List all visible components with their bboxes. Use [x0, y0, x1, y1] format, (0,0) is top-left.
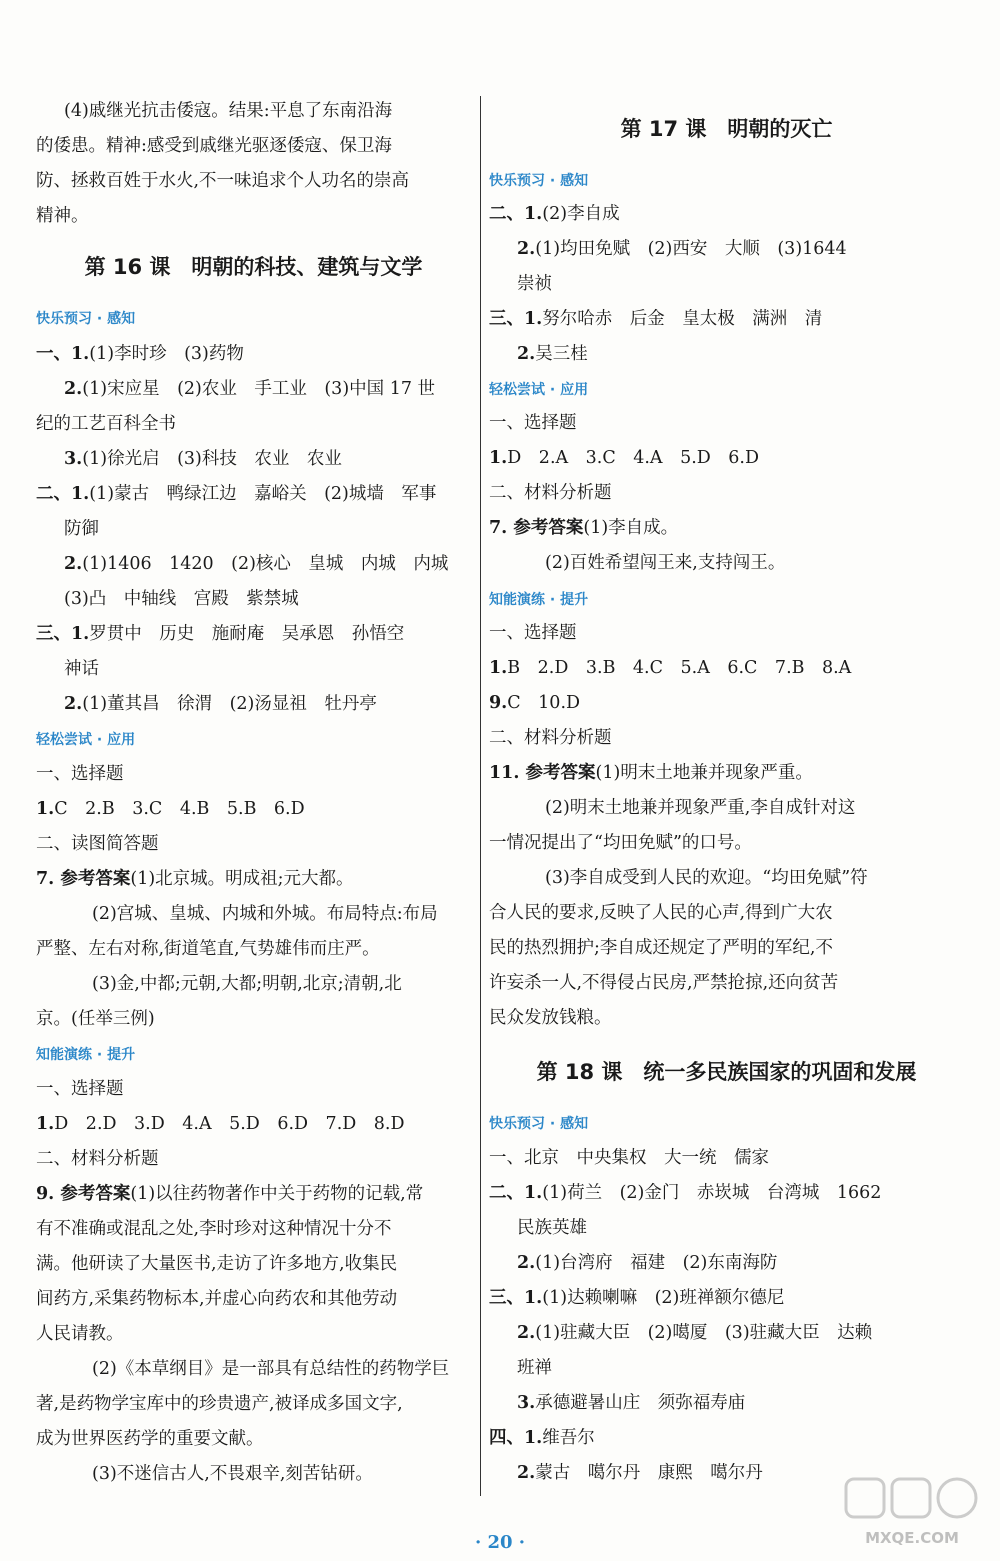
answer-line: [36, 205, 89, 227]
question-number: 3.: [64, 449, 83, 469]
question-number: 7. 参考答案: [36, 869, 131, 889]
question-number: 三、1.: [489, 1288, 543, 1308]
answer-line: [36, 868, 354, 890]
answer-line: [489, 412, 577, 434]
answer-line: [517, 1462, 763, 1484]
answer-text: 二、材料分析题: [36, 1149, 159, 1169]
section-heading: 快乐预习 · 感知: [36, 311, 136, 327]
answer-text: (4)戚继光抗击倭寇。结果:平息了东南沿海: [64, 101, 393, 121]
answer-line: [517, 1252, 777, 1274]
question-number: 11. 参考答案: [489, 763, 596, 783]
answer-text: (2)明末土地兼并现象严重,李自成针对这: [545, 798, 856, 818]
answer-line: [36, 1008, 155, 1030]
answer-line: [517, 273, 552, 295]
answer-text: (1)蒙古 鸭绿江边 嘉峪关 (2)城墙 军事: [89, 484, 437, 504]
answer-text: 纪的工艺百科全书: [36, 414, 176, 434]
answer-line: [489, 657, 851, 679]
answer-text: 合人民的要求,反映了人民的心声,得到广大农: [489, 903, 833, 923]
question-number: 二、1.: [489, 204, 543, 224]
answer-text: 防御: [64, 519, 99, 539]
answer-text: 班禅: [517, 1358, 552, 1378]
answer-line: [517, 343, 588, 365]
watermark-logo: [842, 1473, 982, 1551]
answer-text: (1)达赖喇嘛 (2)班禅额尔德尼: [542, 1288, 785, 1308]
answer-line: [64, 448, 342, 470]
answer-text: 一、选择题: [36, 1079, 124, 1099]
question-number: 7. 参考答案: [489, 518, 584, 538]
answer-line: [545, 867, 868, 889]
answer-text: B 2.D 3.B 4.C 5.A 6.C 7.B 8.A: [507, 658, 852, 678]
answer-line: [545, 552, 785, 574]
answer-line: [36, 1078, 124, 1100]
answer-text: 吴三桂: [535, 344, 588, 364]
answer-line: [489, 622, 577, 644]
answer-line: [36, 1183, 423, 1205]
answer-line: [489, 203, 620, 225]
answer-line: [489, 902, 833, 924]
answer-line: [489, 1287, 784, 1309]
answer-text: 民族英雄: [517, 1218, 587, 1238]
question-number: 2.: [517, 1463, 536, 1483]
answer-text: 一、选择题: [489, 413, 577, 433]
answer-text: (1)荷兰 (2)金门 赤崁城 台湾城 1662: [542, 1183, 882, 1203]
answer-line: [517, 238, 847, 260]
section-heading: 快乐预习 · 感知: [489, 1116, 589, 1132]
answer-line: [36, 483, 436, 505]
section-heading: 快乐预习 · 感知: [489, 173, 589, 189]
answer-line: [64, 588, 299, 610]
answer-line: [92, 903, 438, 925]
answer-text: 蒙古 噶尔丹 康熙 噶尔丹: [535, 1463, 763, 1483]
question-number: 9. 参考答案: [36, 1184, 131, 1204]
answer-line: [36, 798, 305, 820]
lesson-title: 第 18 课 统一多民族国家的巩固和发展: [536, 1060, 917, 1084]
answer-line: [36, 1113, 405, 1135]
answer-text: 满。他研读了大量医书,走访了许多地方,收集民: [36, 1254, 398, 1274]
answer-text: 的倭患。精神:感受到戚继光驱逐倭寇、保卫海: [36, 136, 392, 156]
answer-text: 成为世界医药学的重要文献。: [36, 1429, 264, 1449]
answer-text: (3)凸 中轴线 宫殿 紫禁城: [64, 589, 299, 609]
answer-line: [64, 693, 377, 715]
answer-text: (1)李自成。: [583, 518, 679, 538]
question-number: 三、1.: [489, 309, 543, 329]
answer-line: [489, 972, 838, 994]
answer-line: [64, 378, 435, 400]
answer-text: 二、读图简答题: [36, 834, 159, 854]
answer-line: [36, 1428, 264, 1450]
question-number: 二、1.: [36, 484, 90, 504]
question-number: 2.: [517, 1253, 536, 1273]
section-heading: 知能演练 · 提升: [489, 592, 589, 608]
answer-text: 一、选择题: [36, 764, 124, 784]
answer-text: (1)明末土地兼并现象严重。: [595, 763, 813, 783]
answer-text: (1)宋应星 (2)农业 手工业 (3)中国 17 世: [82, 379, 436, 399]
answer-text: (1)台湾府 福建 (2)东南海防: [535, 1253, 778, 1273]
answer-line: [517, 1357, 552, 1379]
answer-text: 承德避暑山庄 须弥福寿庙: [535, 1393, 746, 1413]
answer-text: (2)《本草纲目》是一部具有总结性的药物学巨: [92, 1359, 450, 1379]
question-number: 1.: [489, 658, 508, 678]
question-number: 2.: [64, 554, 83, 574]
answer-line: [36, 763, 124, 785]
answer-line: [489, 692, 580, 714]
answer-line: [36, 170, 409, 192]
answer-text: (1)李时珍 (3)药物: [89, 344, 244, 364]
answer-text: (1)均田免赋 (2)西安 大顺 (3)1644: [535, 239, 847, 259]
answer-text: 二、材料分析题: [489, 483, 612, 503]
answer-line: [489, 1182, 881, 1204]
answer-text: (2)李自成: [542, 204, 620, 224]
question-number: 四、1.: [489, 1428, 543, 1448]
section-heading: 知能演练 · 提升: [36, 1047, 136, 1063]
answer-line: [36, 343, 244, 365]
answer-line: [36, 1288, 397, 1310]
question-number: 二、1.: [489, 1183, 543, 1203]
answer-line: [489, 517, 678, 539]
answer-text: 二、材料分析题: [489, 728, 612, 748]
answer-line: [92, 1463, 373, 1485]
answer-text: 精神。: [36, 206, 89, 226]
answer-text: D 2.D 3.D 4.A 5.D 6.D 7.D 8.D: [54, 1114, 405, 1134]
answer-line: [489, 1427, 595, 1449]
question-number: 2.: [517, 239, 536, 259]
answer-text: 一情况提出了“均田免赋”的口号。: [489, 833, 752, 853]
answer-line: [489, 482, 612, 504]
question-number: 一、1.: [36, 344, 90, 364]
answer-line: [64, 658, 99, 680]
answer-line: [489, 762, 813, 784]
answer-text: (3)不迷信古人,不畏艰辛,刻苦钻研。: [92, 1464, 373, 1484]
question-number: 2.: [517, 1323, 536, 1343]
question-number: 三、1.: [36, 624, 90, 644]
answer-line: [64, 518, 99, 540]
answer-text: (1)徐光启 (3)科技 农业 农业: [82, 449, 342, 469]
answer-line: [36, 1253, 397, 1275]
answer-text: 崇祯: [517, 274, 552, 294]
column-divider: [480, 96, 481, 1496]
question-number: 1.: [36, 799, 55, 819]
answer-text: C 10.D: [507, 693, 581, 713]
question-number: 9.: [489, 693, 508, 713]
question-number: 2.: [64, 694, 83, 714]
answer-text: 民的热烈拥护;李自成还规定了严明的军纪,不: [489, 938, 833, 958]
question-number: 2.: [64, 379, 83, 399]
answer-line: [36, 938, 380, 960]
answer-text: D 2.A 3.C 4.A 5.D 6.D: [507, 448, 760, 468]
answer-text: 一、选择题: [489, 623, 577, 643]
answer-line: [92, 1358, 449, 1380]
answer-text: 神话: [64, 659, 99, 679]
answer-text: (3)李自成受到人民的欢迎。“均田免赋”符: [545, 868, 868, 888]
section-heading: 轻松尝试 · 应用: [489, 382, 589, 398]
answer-line: [517, 1392, 745, 1414]
answer-text: 严整、左右对称,街道笔直,气势雄伟而庄严。: [36, 939, 380, 959]
answer-text: 民众发放钱粮。: [489, 1008, 612, 1028]
answer-line: [92, 973, 402, 995]
answer-text: (1)1406 1420 (2)核心 皇城 内城 内城: [82, 554, 449, 574]
answer-line: [489, 308, 822, 330]
answer-text: (2)宫城、皇城、内城和外城。布局特点:布局: [92, 904, 438, 924]
answer-text: (1)北京城。明成祖;元大都。: [130, 869, 354, 889]
answer-line: [545, 797, 855, 819]
answer-line: [489, 937, 833, 959]
answer-line: [36, 1323, 124, 1345]
question-number: 1.: [489, 448, 508, 468]
answer-line: [36, 1148, 159, 1170]
answer-text: (1)董其昌 徐渭 (2)汤显祖 牡丹亭: [82, 694, 377, 714]
answer-line: [489, 447, 759, 469]
answer-line: [36, 1393, 403, 1415]
answer-text: 许妄杀一人,不得侵占民房,严禁抢掠,还向贫苦: [489, 973, 839, 993]
answer-text: (2)百姓希望闯王来,支持闯王。: [545, 553, 786, 573]
answer-line: [36, 623, 404, 645]
answer-line: [517, 1217, 587, 1239]
answer-line: [36, 1218, 392, 1240]
answer-text: 一、北京 中央集权 大一统 儒家: [489, 1148, 769, 1168]
answer-line: [36, 413, 176, 435]
answer-text: 著,是药物学宝库中的珍贵遗产,被译成多国文字,: [36, 1394, 403, 1414]
answer-text: (1)以往药物著作中关于药物的记载,常: [130, 1184, 424, 1204]
question-number: 3.: [517, 1393, 536, 1413]
watermark-text: MXQE.COM: [865, 1529, 959, 1547]
answer-text: 人民请教。: [36, 1324, 124, 1344]
answer-text: C 2.B 3.C 4.B 5.B 6.D: [54, 799, 305, 819]
answer-line: [489, 1147, 769, 1169]
answer-line: [36, 135, 392, 157]
answer-text: 努尔哈赤 后金 皇太极 满洲 清: [542, 309, 823, 329]
question-number: 2.: [517, 344, 536, 364]
lesson-title: 第 17 课 明朝的灭亡: [620, 117, 833, 141]
page-number: · 20 ·: [474, 1532, 526, 1553]
answer-text: 维吾尔: [542, 1428, 595, 1448]
answer-text: (3)金,中都;元朝,大都;明朝,北京;清朝,北: [92, 974, 402, 994]
answer-line: [517, 1322, 872, 1344]
answer-line: [64, 100, 392, 122]
lesson-title: 第 16 课 明朝的科技、建筑与文学: [84, 255, 423, 279]
answer-line: [36, 833, 159, 855]
answer-line: [489, 727, 612, 749]
answer-line: [489, 1007, 612, 1029]
question-number: 1.: [36, 1114, 55, 1134]
answer-line: [64, 553, 448, 575]
answer-text: 罗贯中 历史 施耐庵 吴承恩 孙悟空: [89, 624, 405, 644]
answer-line: [489, 832, 752, 854]
answer-text: 防、拯救百姓于水火,不一味追求个人功名的崇高: [36, 171, 410, 191]
answer-text: 京。(任举三例): [36, 1009, 155, 1029]
answer-text: 有不准确或混乱之处,李时珍对这种情况十分不: [36, 1219, 392, 1239]
answer-text: (1)驻藏大臣 (2)噶厦 (3)驻藏大臣 达赖: [535, 1323, 873, 1343]
section-heading: 轻松尝试 · 应用: [36, 732, 136, 748]
answer-text: 间药方,采集药物标本,并虚心向药农和其他劳动: [36, 1289, 398, 1309]
